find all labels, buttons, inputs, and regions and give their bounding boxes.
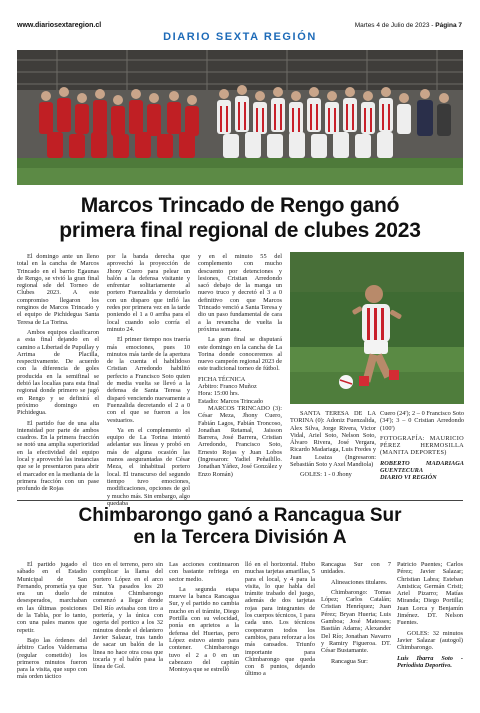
- paragraph: y en el minuto 55 del complemento con mucho descuento por detenciones y lesiones, Cristian Arredondo sacó debajo de la manga un nuevo truco y decretó el 3 a 0 definitivo con que Marcos Trincado venció a Santa Teresa y dio un paso fundamental de cara a la revancha de vuelta la próxima semana.: [198, 253, 282, 333]
- article2-column-3: [169, 561, 239, 676]
- article2-column-4: [245, 561, 315, 681]
- article2-column-5: [321, 561, 391, 668]
- article1-column-4: [290, 410, 376, 482]
- paragraph: El domingo ante un lleno total en la cancha de Marcos Trincado en el barrio Egaunas de Rengo, se vivió la gran final regional sde del Torneo de Clubes 2023. A este compromiso llegaron los renginos de Marcos Trincado y el equipo de Pichidegua Santa Teresa de La Torina.: [17, 253, 99, 326]
- goals: GOLES: 32 minutos Javier Salazar (autogol) Chimbarongo.: [397, 629, 463, 652]
- paragraph: La gran final se disputará este domingo en la cancha de La Torina donde conoceremos al nuevo campeón regional 2023 de este tradicional torneo de fútbol.: [198, 336, 282, 373]
- lineup-home: Chimbarongo: Tomas López; Carlos Catalán; Cristian Henríquez; Juan Pérez; Bryan Huerta; Luis Gamboa; José Matesses; Bastián Adams; Alexander Del Río; Jonathan Navarro y Ramiry Figueroa. DT. César Bustamante.: [321, 588, 391, 655]
- page-number: Página 7: [435, 22, 462, 29]
- ficha-title: FICHA TÉCNICA: [198, 375, 246, 383]
- paragraph: El primer tiempo nos traería más emociones, pues 10 minutos más tarde de la apertura de la cuenta el habilidoso Cristian Arredondo habilitó perfecto a Francisco Soto quien de media vuelta se llevó a la defensa de Santa Teresa y disparó venciendo nuevamente a Fuenzalida decretando el 2 a 0 con el que se fueron a los vestuarios.: [107, 336, 190, 424]
- paragraph: El partido jugado el sábado en el Estadio Municipal de San Fernando, prometía ya que era un duelo de desesperados, marchaban en las últimas posiciones de la Tabla, por lo tanto, con una pales manos que repetir.: [17, 561, 87, 634]
- page-header: [0, 0, 480, 50]
- site-url[interactable]: www.diariosextaregion.cl: [17, 22, 102, 29]
- headline-line: primera final regional de clubes 2023: [59, 219, 421, 242]
- goals: GOLES: 1 - 0 Jhony: [300, 471, 352, 479]
- paragraph: tico en el terreno, pero sin complicar la llama del portero López en el arco Sur. Ya pasados los 20 minutos Chimbarongo comenzó a llegar donde Del Río avisaba con tiro a portería, y la única con ogerta del portico a los 32 minutos donde el delantero Javier Salazar, tras tando de sacar un balón de la linea no hace otra cosa que tocarla y el balón pasa la línea de Gol.: [93, 561, 163, 671]
- paragraph: lló en el horizontal. Hubo muchas tarjetas amarillas, 5 para el local, y 4 para la visita, lo que habla del trámite trabado del juego, además de dos tarjetas rojas para integrantes de los cuerpos técnicos, 1 para cada uno. Los técnicos cooperaron todos los cambios, para reforzar a los más cansados. Triunfo importante para Chimbarongo que queda con 8 puntos, dejando último a: [245, 561, 315, 678]
- lineup-away-label: Rancagua Sur:: [331, 657, 368, 665]
- article2-column-1: [17, 561, 87, 684]
- ficha-line: Hora: 15:00 hrs.: [198, 390, 240, 398]
- article1-column-1: [17, 253, 99, 496]
- team-photo: [17, 50, 463, 185]
- newspaper-brand: DIARIO SEXTA REGIÓN: [163, 31, 317, 43]
- paragraph: Ambos equipos clasificaron a esta final dejando en el camino a Libertad de Pupullay y Arrima de Placilla, respectivamente. De acuerdo con la diferencia de goles producida en la semifinal se debió las localías para esta final regional donde primero se jugó en Rengo y se definirá el próximo domingo en Pichidegua.: [17, 328, 100, 417]
- ficha-line: Estadio: Marcos Trincado: [198, 397, 264, 405]
- photo-credit: FOTOGRAFÍA: MAURICIO PÉREZ HERMOSILLA (MANITA DEPORTES): [380, 434, 464, 457]
- article2-headline: [17, 505, 463, 549]
- author-outlet: DIARIO VI REGIÓN: [380, 474, 437, 482]
- paragraph: Bajo las órdenes del árbitro Carlos Valderrama (regular cometido) los primeros minutos fueron para la visita, que supo con más orden táctico: [17, 636, 87, 681]
- article1-column-5: [380, 410, 464, 485]
- player-photo: [290, 252, 464, 404]
- date-text: Martes 4 de Julio de 2023 -: [354, 22, 436, 29]
- paragraph: Rancagua Sur con 7 unidades.: [321, 561, 391, 576]
- headline-line: en la Tercera División A: [133, 527, 347, 548]
- paragraph: Ya en el complemento el equipo de La Torina intentó adelantar sus líneas y probó en más de alguna ocasión las manos asegurantadas de César Meza, el inhabitual portero local. El transcurso del segundo tiempo tuvo emociones, modificaciones, opciones de gol y mucho más. Sin embargo, algo quedaba: [107, 426, 190, 507]
- paragraph: La segunda etapa mueve la banca Rancagua Sur, y el partido no cambia mucho en el trámite, Diego Portilla con su velocidad, ponía en aprietos a la defensa del Huertas, pero López estuvo atento para contener. Chimbarongo tuvo el 2 a 0 en un cabezazo del capitán Montoya que se estrelló: [169, 585, 239, 674]
- paragraph: por la banda derecha que aprovechó la proyección de Jhony Cuero para pelear un balón a la defensa visitante y enfrentar solitariamente al portero Fuenzalida y derrotarlo con un disparo que infló las redes por primera vez en la tarde poniendo el 1 a 0 arriba para el local cuando solo corría el minuto 24.: [107, 253, 190, 333]
- article2-column-2: [93, 561, 163, 673]
- article1-column-3: [198, 253, 282, 481]
- ficha-lineup: MARCOS TRINCADO (3): César Meza, Jhony Cuero, Fabián Lagos, Fabián Troncoso, Jonathan Retamal, Jaisson Barrera, José Barrera, Cristian Arredondo, Francisco Soto, Ernesto Rojas y Juan Lobos (Ingresaron: Yadiel Peñailillo. Jonathan Yáñez, José González y Enzo Román): [198, 404, 282, 478]
- issue-date: [355, 22, 462, 29]
- paragraph: Alineaciones titulares.: [331, 578, 388, 586]
- article1-column-2: [107, 253, 190, 510]
- paragraph: SANTA TERESA DE LA TORINA (0): Adoniz Fuenzalida, Alex Silva, Jorge Rivera, Victor Vidal, Ariel Soto, Nelson Soto, Álvaro Rivera, José Vergara, Ricardo Madariaga, Luis Fredes y Juan Loaiza (Ingresaron: Sebastián Soto y Axel Mandiola): [290, 410, 376, 469]
- headline-line: Marcos Trincado de Rengo ganó: [80, 194, 400, 217]
- paragraph: El partido fue de una alta intensidad por parte de ambos cuadros. En la primera fracción se notó una amplia superioridad en la efectividad del equipo local y aprovechó las instancias que se le presentaron para abrir el marcador en la mediania de la primera fracción con un pase profundo de Rojas: [17, 419, 99, 493]
- headline-line: Chimbarongo ganó a Rancagua Sur: [78, 505, 402, 526]
- author-name: Luis Ibarra Soto - Periodista Deportivo.: [397, 654, 463, 669]
- article1-headline: [17, 193, 463, 243]
- goals-continued: Cuero (24'); 2 – 0 Francisco Soto (34'); 3 – 0 Cristian Arredondo (100'): [380, 410, 464, 432]
- paragraph: Las acciones continuaron con bastante refriega en sector medio.: [169, 561, 239, 583]
- article2-column-6: [397, 561, 463, 672]
- article-divider: [17, 500, 463, 501]
- author-name: ROBERTO MADARIAGA GUENTECURA: [380, 459, 464, 475]
- lineup-away: Patricio Puentes; Carlos Pérez; Javier Salazar; Christian Labra; Esteban Amistica; Germán Cristi; Ariel Pizarro; Matías Miranda; Diego Portilla; Juan Lorca y Benjamín Jiménez. DT. Nelson Fuentes.: [397, 561, 463, 627]
- ficha-line: Arbitro: Franco Muñoz: [198, 383, 257, 391]
